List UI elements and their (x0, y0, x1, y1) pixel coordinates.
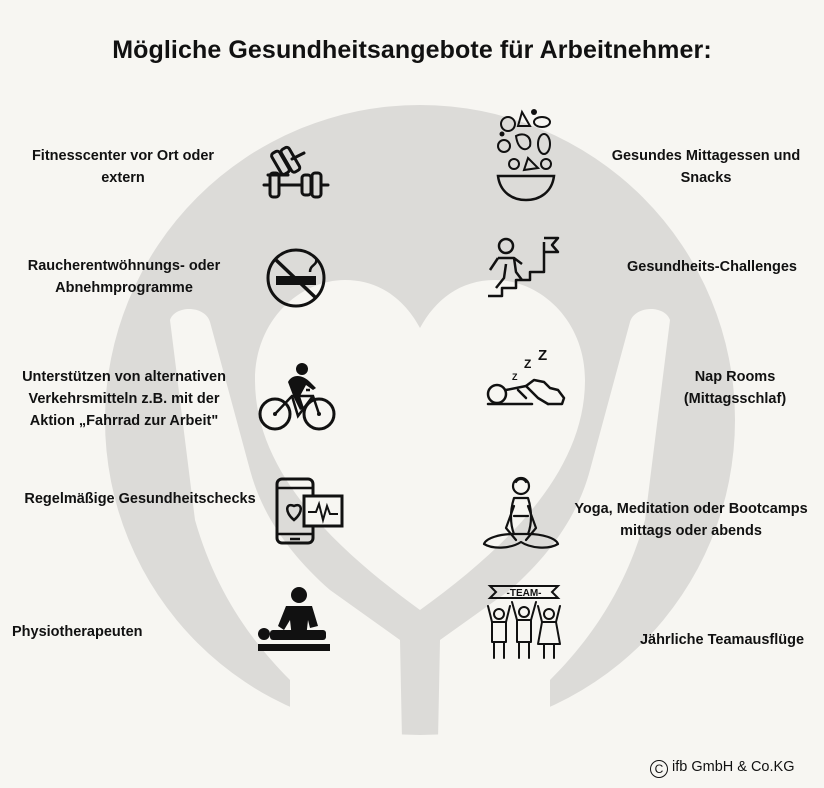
label-physiotherapeuten: Physiotherapeuten (12, 624, 143, 640)
copyright-icon: C (650, 760, 668, 778)
phone-heartbeat-icon (274, 476, 346, 548)
label-mittagessen: Gesundes Mittagessen und Snacks (611, 148, 801, 186)
dumbbell-icon (262, 145, 332, 203)
salad-bowl-icon (494, 106, 558, 204)
copyright-text: ifb GmbH & Co.KG (672, 759, 795, 775)
cyclist-icon (258, 360, 336, 432)
svg-text:Z: Z (512, 372, 518, 382)
stairs-flag-icon (486, 234, 560, 300)
label-gesundheitschecks: Regelmäßige Gesundheitschecks (24, 491, 256, 507)
label-raucherentwoehnung: Raucherentwöhnungs- oder Abnehmprogramme (27, 258, 221, 296)
svg-text:Z: Z (538, 347, 548, 364)
physiotherapy-icon (256, 586, 332, 656)
label-challenges: Gesundheits-Challenges (626, 259, 797, 275)
svg-text:-TEAM-: -TEAM- (506, 588, 542, 599)
label-verkehrsmittel: Unterstützen von alternativen Verkehrsmitteln z.B. mit der Aktion „Fahrrad zur Arbeit" (22, 369, 226, 429)
label-nap-rooms: Nap Rooms (Mittagsschlaf) (683, 369, 787, 407)
svg-text:Z: Z (524, 357, 532, 371)
page-title: Mögliche Gesundheitsangebote für Arbeitnehmer: (112, 36, 712, 64)
copyright (650, 759, 794, 778)
yoga-icon (480, 476, 562, 552)
no-smoking-icon (266, 248, 328, 308)
label-fitnesscenter: Fitnesscenter vor Ort oder extern (31, 148, 215, 186)
sleeping-person-icon (482, 346, 568, 412)
label-teamausfluege: Jährliche Teamausflüge (639, 632, 805, 648)
label-yoga: Yoga, Meditation oder Bootcamps mittags oder abends (574, 501, 808, 539)
team-icon (482, 582, 566, 662)
